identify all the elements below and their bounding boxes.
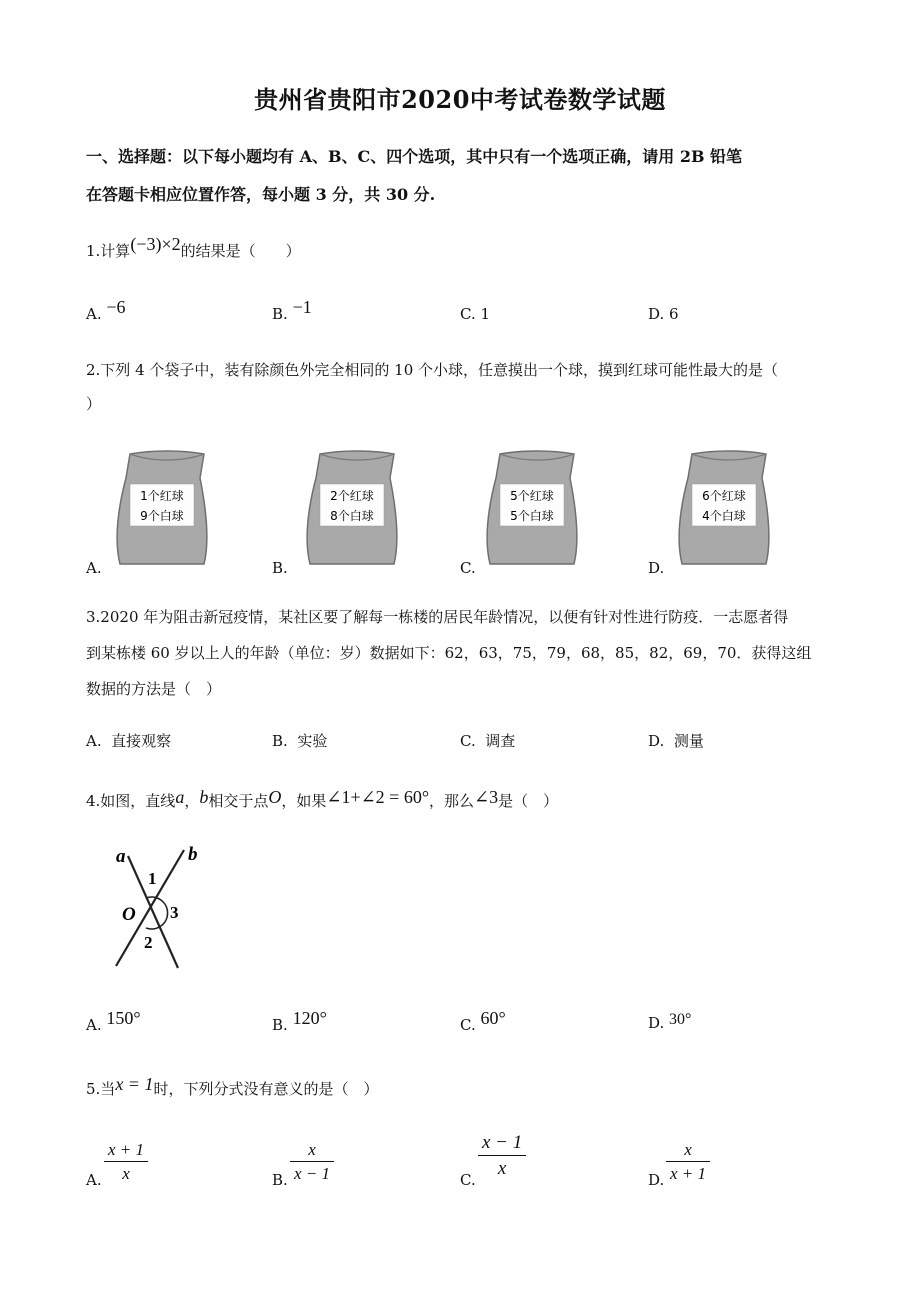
section-instruction-line1: 一、选择题：以下每小题均有 A、B、C、四个选项，其中只有一个选项正确，请用 2B 铅笔 — [86, 147, 743, 166]
q5-option-c-fraction[interactable]: x − 1 x — [478, 1132, 526, 1180]
q1-option-d[interactable]: D. 6 — [648, 305, 679, 323]
line-a-label: a — [175, 787, 185, 807]
q5-option-c-letter[interactable]: C. — [460, 1171, 476, 1189]
q2-option-c[interactable]: C. — [460, 559, 476, 577]
q1-expression: (−3)×2 — [130, 234, 181, 254]
angle-3-label: ∠3 — [474, 787, 499, 807]
figure-label-2: 2 — [144, 933, 153, 952]
q5-option-d-letter[interactable]: D. — [648, 1171, 665, 1189]
bag-d-white-label: 4个白球 — [702, 509, 746, 523]
bag-c-image — [482, 448, 582, 568]
q4-option-a[interactable]: A. 150° — [86, 1008, 141, 1034]
bag-c-red-label: 5个红球 — [510, 489, 554, 503]
bag-a-image — [112, 448, 212, 568]
q4-option-c[interactable]: C. 60° — [460, 1008, 506, 1034]
bag-b-white-label: 8个白球 — [330, 509, 374, 523]
q5-option-a-letter[interactable]: A. — [86, 1171, 102, 1189]
q2-option-b[interactable]: B. — [272, 559, 288, 577]
q3-option-d[interactable]: D. 测量 — [648, 732, 704, 750]
bag-a-white-label: 9个白球 — [140, 509, 184, 523]
q1-option-c[interactable]: C. 1 — [460, 305, 491, 323]
bag-a-red-label: 1个红球 — [140, 489, 184, 503]
bag-b-red-label: 2个红球 — [330, 489, 374, 503]
q4-condition: ∠1+∠2 = 60° — [326, 787, 430, 807]
q5-option-b-fraction[interactable]: x x − 1 — [290, 1140, 334, 1184]
bag-c-white-label: 5个白球 — [510, 509, 554, 523]
q1-option-a[interactable]: A. −6 — [86, 297, 126, 323]
q3-option-b[interactable]: B. 实验 — [272, 732, 328, 750]
figure-label-3: 3 — [170, 903, 179, 922]
question-3-line3: 数据的方法是（ ） — [86, 680, 222, 698]
q1-prefix: 1.计算 — [86, 242, 131, 260]
section-instruction-line2: 在答题卡相应位置作答，每小题 3 分，共 30 分. — [86, 185, 436, 204]
q4-option-b[interactable]: B. 120° — [272, 1008, 327, 1034]
bag-b-image — [302, 448, 402, 568]
bag-d-red-label: 6个红球 — [702, 489, 746, 503]
q3-option-c[interactable]: C. 调查 — [460, 732, 516, 750]
question-5: 5.当x = 1时，下列分式没有意义的是（ ） — [86, 1074, 379, 1098]
q5-option-b-letter[interactable]: B. — [272, 1171, 288, 1189]
point-o-label: O — [268, 787, 282, 807]
question-3-line2: 到某栋楼 60 岁以上人的年龄（单位：岁）数据如下：62，63，75，79，68，85，82，69，70．获得这组 — [86, 644, 812, 662]
figure-label-o: O — [122, 904, 136, 925]
q3-option-a[interactable]: A. 直接观察 — [86, 732, 172, 750]
figure-label-b: b — [188, 844, 198, 865]
q5-condition: x = 1 — [115, 1074, 154, 1094]
q4-option-d[interactable]: D. 30° — [648, 1011, 692, 1032]
question-3-line1: 3.2020 年为阻击新冠疫情，某社区要了解每一栋楼的居民年龄情况，以便有针对性进行防疫．一志愿者得 — [86, 608, 789, 626]
q1-option-b[interactable]: B. −1 — [272, 297, 312, 323]
q5-option-a-fraction[interactable]: x + 1 x — [104, 1140, 148, 1184]
line-b-label: b — [199, 787, 209, 807]
q5-option-d-fraction[interactable]: x x + 1 — [666, 1140, 710, 1184]
bag-d-image — [674, 448, 774, 568]
q2-option-a[interactable]: A. — [86, 559, 102, 577]
intersecting-lines-figure — [106, 840, 216, 975]
page-title: 贵州省贵阳市2020中考试卷数学试题 — [254, 85, 666, 114]
q2-option-d[interactable]: D. — [648, 559, 665, 577]
question-2-line2: ） — [86, 395, 102, 413]
question-1 — [86, 234, 301, 261]
q1-suffix: 的结果是（ ） — [180, 242, 301, 260]
figure-label-a: a — [116, 846, 126, 867]
question-4: 4.如图，直线a，b相交于点O，如果∠1+∠2 = 60°，那么∠3是（ ） — [86, 787, 559, 810]
figure-label-1: 1 — [148, 869, 157, 888]
question-2-line1: 2.下列 4 个袋子中，装有除颜色外完全相同的 10 个小球，任意摸出一个球，摸到红球可能性最大的是（ — [86, 361, 779, 379]
